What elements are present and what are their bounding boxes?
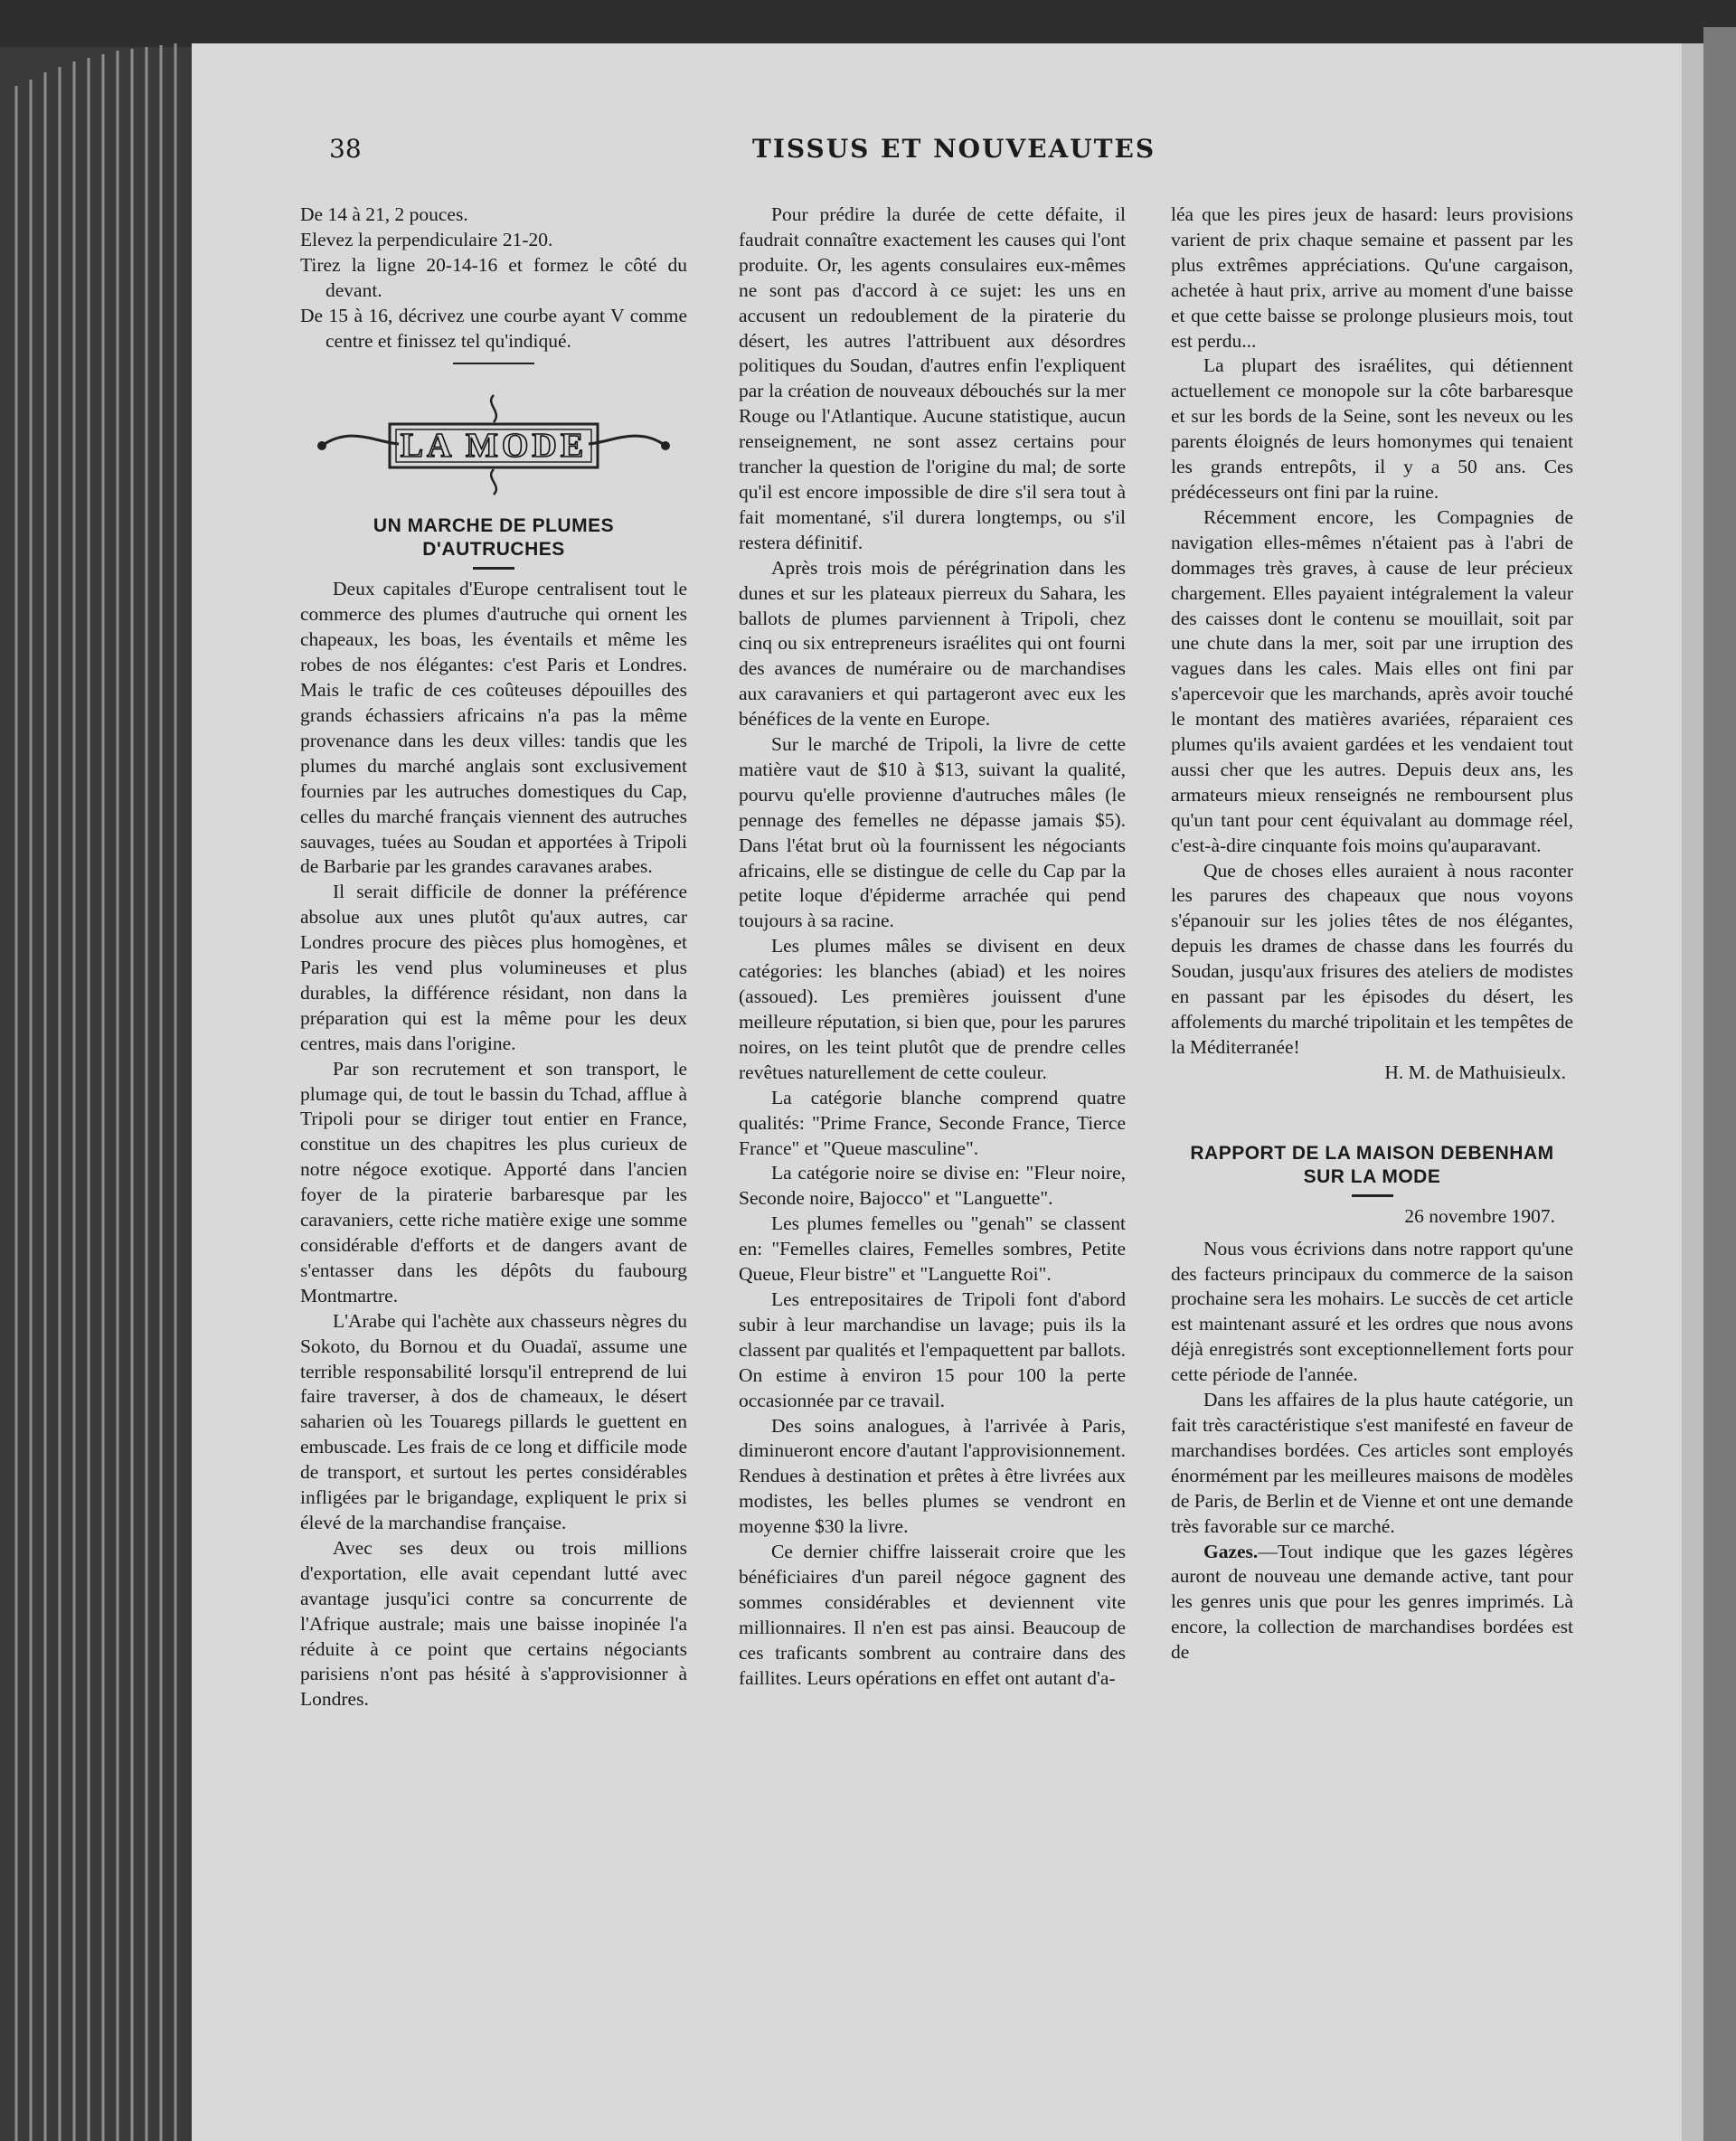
paragraph: La catégorie blanche comprend quatre qualités: "Prime France, Seconde France, Tierce France" et "Queue masculine".	[739, 1086, 1126, 1159]
divider	[453, 363, 534, 364]
paragraph: Les entrepositaires de Tripoli font d'abord subir à leur marchandise un lavage; puis ils la classent par qualités et l'empaquettent par ballots. On estime à environ 15 pour 100 la perte occasionnée par ce travail.	[739, 1287, 1126, 1411]
pattern-step: Elevez la perpendiculaire 21-20.	[300, 228, 553, 250]
paragraph: Nous vous écrivions dans notre rapport qu'une des facteurs principaux du commerce de la saison prochaine sera les mohairs. Le succès de cet article est maintenant assuré et les ordres que nous avons déjà enregistrés sont exceptionnellement forts pour cette période de l'année.	[1171, 1237, 1573, 1386]
column-middle	[739, 203, 1126, 1691]
paragraph: La catégorie noire se divise en: "Fleur noire, Seconde noire, Bajocco" et "Languette".	[739, 1162, 1126, 1210]
paragraph: Il serait difficile de donner la préférence absolue aux unes plutôt qu'aux autres, car Londres procure des pièces plus homogènes, et Paris les vend plus volumineuses et plus durables, la différence résidant, non dans la préparation qui est la même pour les deux centres, mais dans l'origine.	[300, 881, 687, 1054]
paragraph: Pour prédire la durée de cette défaite, il faudrait connaître exactement les causes qui l'ont produite. Or, les agents consulaires eux-mêmes ne sont pas d'accord à ce sujet: les uns en accusent un redoublement de la piraterie du désert, les autres l'attribuent aux désordres politiques du Soudan, d'autres enfin l'expliquent par la création de nouveaux débouchés sur la mer Rouge ou l'Atlantique. Aucune statistique, aucun renseignement, ne sont assez certains pour trancher la question de l'origine du mal; de sorte qu'il est encore impossible de dire s'il sera tout à fait momentané, s'il durera longtemps, ou s'il restera définitif.	[739, 203, 1126, 553]
paragraph: Récemment encore, les Compagnies de navigation elles-mêmes n'étaient pas à l'abri de dommages très graves, à cause de leur précieux chargement. Elles payaient intégralement la valeur des caisses dont le contenu se mouillait, soit par une chute dans la mer, soit par une irruption des vagues dans les cales. Mais elles ont fini par s'apercevoir que les marchands, après avoir touché le montant des matières avariées, réparaient ces plumes qu'ils avaient gardées et les vendaient tout aussi cher que les autres. Depuis deux ans, les armateurs mieux renseignés ne remboursent plus qu'un tant pour cent équivalant au dommage réel, c'est-à-dire cinquante fois moins qu'auparavant.	[1171, 505, 1573, 856]
la-mode-logo	[313, 390, 675, 498]
running-title: TISSUS ET NOUVEAUTES	[752, 134, 1156, 164]
paragraph: La plupart des israélites, qui détiennent actuellement ce monopole sur la côte barbaresque et sur les bords de la Seine, sont les neveux ou les parents éloignés de leurs homonymes qui tenaient les grands entrepôts, il y a 50 ans. Ces prédécesseurs ont fini par la ruine.	[1171, 354, 1573, 503]
column-left	[300, 203, 687, 1712]
paragraph: Les plumes femelles ou "genah" se classent en: "Femelles claires, Femelles sombres, Petite Queue, Fleur bistre" et "Languette Roi".	[739, 1212, 1126, 1286]
gazes-text: —Tout indique que les gazes légères auront de nouveau une demande active, tant pour les genres unis que pour les genres imprimés. Là encore, la collection de marchandises bordées est de	[1171, 1540, 1573, 1664]
paragraph: Par son recrutement et son transport, le plumage qui, de tout le bassin du Tchad, afflue à Tripoli pour se diriger tout entier en France, constitue un des chapitres les plus curieux de notre négoce exotique. Apporté dans l'ancien foyer de la piraterie barbaresque par les caravaniers, cette riche matière exige une somme considérable d'efforts et de dangers avant de s'entasser dans les dépôts du faubourg Montmartre.	[300, 1057, 687, 1306]
report-title: RAPPORT DE LA MAISON DEBENHAM SUR LA MODE	[1190, 1142, 1554, 1187]
page-number: 38	[329, 134, 362, 164]
report-date: 26 novembre 1907.	[1404, 1204, 1555, 1227]
gazes-label: Gazes.	[1203, 1540, 1259, 1562]
paragraph: L'Arabe qui l'achète aux chasseurs nègres du Sokoto, du Bornou et du Ouadaï, assume une terrible responsabilité lorsqu'il entreprend de lui faire traverser, à dos de chameaux, le désert saharien où les Touaregs pillards le guettent en embuscade. Les frais de ce long et difficile mode de transport, et surtout les pertes considérables infligées par le brigandage, expliquent le prix si élevé de la marchandise française.	[300, 1309, 687, 1533]
column-right	[1171, 203, 1573, 1665]
paragraph: Avec ses deux ou trois millions d'exportation, elle avait cependant lutté avec avantage jusqu'ici contre sa concurrente de l'Afrique australe; mais une baisse inopinée l'a réduite à ce point que certains négociants parisiens n'ont pas hésité à s'approvisionner à Londres.	[300, 1536, 687, 1711]
divider	[1352, 1194, 1393, 1197]
pattern-step: De 15 à 16, décrivez une courbe ayant V comme centre et finissez tel qu'indiqué.	[300, 304, 687, 352]
pattern-step: De 14 à 21, 2 pouces.	[300, 203, 468, 225]
paragraph: Que de choses elles auraient à nous raconter les parures des chapeaux que nous voyons s'épanouir sur les jolies têtes de nos élégantes, depuis les drames de chasse dans les fourrés du Soudan, jusqu'aux frisures des ateliers de modistes en passant par les épisodes du désert, les affolements du marché tripolitain et les tempêtes de la Méditerranée!	[1171, 859, 1573, 1058]
paragraph: Les plumes mâles se divisent en deux catégories: les blanches (abiad) et les noires (assoued). Les premières jouissent d'une meilleure réputation, si bien que, pour les parures noires, on les teint plutôt que de prendre celles revêtues naturellement de cette couleur.	[739, 935, 1126, 1083]
paragraph: Ce dernier chiffre laisserait croire que les bénéficiaires d'un pareil négoce gagnent des sommes considérables et deviennent vite millionnaires. Il n'en est pas ainsi. Beaucoup de ces traficants sombrent au contraire dans des faillites. Leurs opérations en effet ont autant d'a-	[739, 1541, 1126, 1689]
paragraph: Deux capitales d'Europe centralisent tout le commerce des plumes d'autruche qui ornent les chapeaux, les boas, les éventails et même les robes de nos élégantes: c'est Paris et Londres. Mais le trafic de ces coûteuses dépouilles des grands échassiers africains n'a pas la même provenance dans les deux villes: tandis que les plumes du marché anglais sont exclusivement fournies par les autruches domestiques du Cap, celles du marché français viennent des autruches sauvages, tuées au Soudan et apportées à Tripoli de Barbarie par les grandes caravanes arabes.	[300, 578, 687, 878]
paragraph: léa que les pires jeux de hasard: leurs provisions varient de prix chaque semaine et passent par les plus extrêmes appréciations. Qu'une cargaison, achetée à haut prix, arrive au moment d'une baisse et que cette baisse se prolonge plusieurs mois, tout est perdu...	[1171, 203, 1573, 352]
author-signature: H. M. de Mathuisieulx.	[1384, 1061, 1566, 1083]
pattern-step: Tirez la ligne 20-14-16 et formez le côté du devant.	[300, 253, 687, 301]
la-mode-logo-text: LA MODE	[400, 427, 588, 466]
paragraph: Dans les affaires de la plus haute catégorie, un fait très caractéristique s'est manifesté en faveur de marchandises bordées. Ces articles sont employés énormément par les meilleures maisons de modèles de Paris, de Berlin et de Vienne et ont une demande très favorable sur ce marché.	[1171, 1389, 1573, 1537]
paragraph	[1171, 1540, 1573, 1666]
page	[192, 43, 1703, 2141]
article-title: UN MARCHE DE PLUMES D'AUTRUCHES	[373, 515, 615, 561]
paragraph: Des soins analogues, à l'arrivée à Paris, diminueront encore d'autant l'approvisionnement. Rendues à destination et prêtes à être livrées aux modistes, les belles plumes se vendront en moyenne $30 la livre.	[739, 1414, 1126, 1538]
paragraph: Sur le marché de Tripoli, la livre de cette matière vaut de $10 à $13, suivant la qualité, pourvu qu'elle provienne d'autruches mâles (le pennage des femelles ne dépasse jamais $5). Dans l'état brut où la fournissent les négociants africains, elle se distingue de celle du Cap par la petite loque d'épiderme arrachée qui pend toujours à sa racine.	[739, 733, 1126, 932]
paragraph: Après trois mois de pérégrination dans les dunes et sur les plateaux pierreux du Sahara, les ballots de plumes parviennent à Tripoli, chez cinq ou six entrepreneurs israélites qui ont fourni des avances de numéraire ou de marchandises aux caravaniers et qui partageront avec eux les bénéfices de la vente en Europe.	[739, 556, 1126, 731]
divider	[473, 567, 514, 570]
